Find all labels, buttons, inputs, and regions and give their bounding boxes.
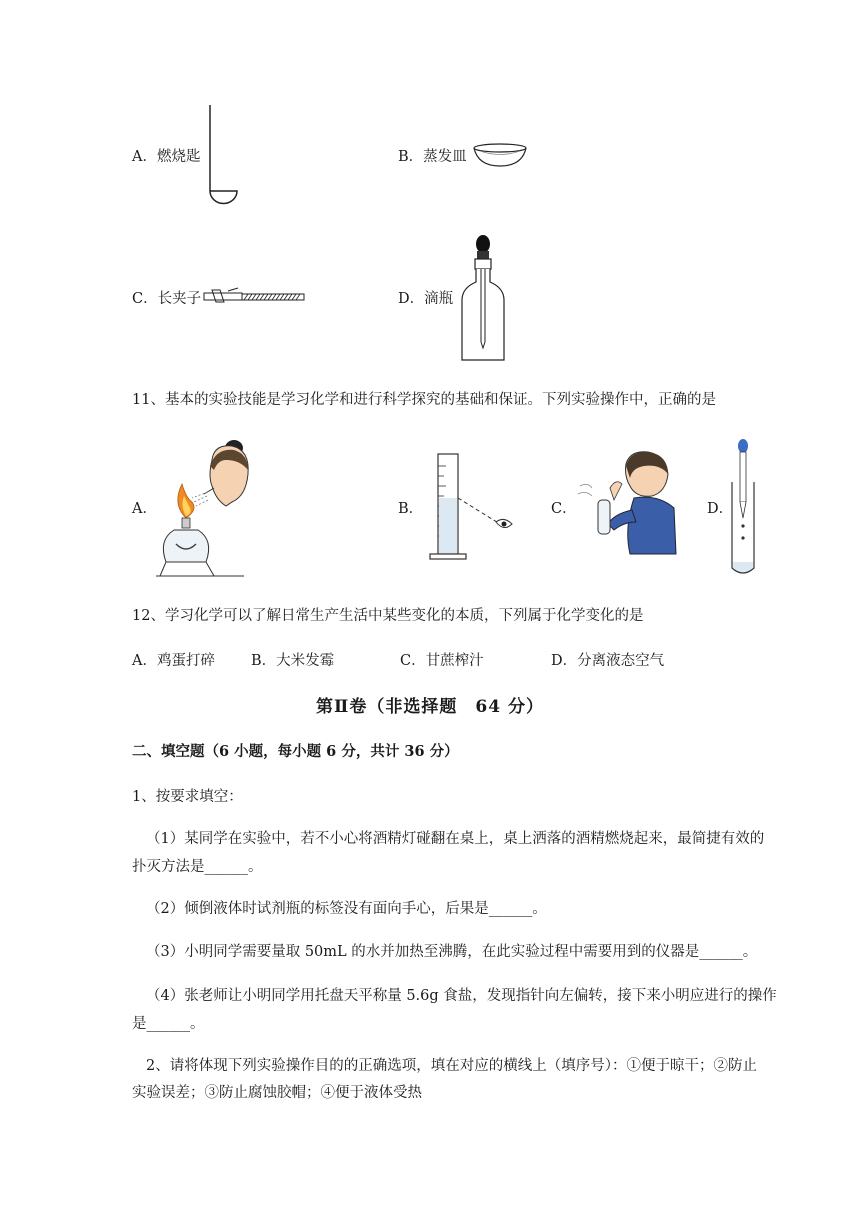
q10-option-b: B．蒸发皿 (398, 149, 467, 165)
fill1-part2: （2）倾倒液体时试剂瓶的标签没有面向手心，后果是______。 (146, 901, 547, 917)
combustion-spoon-icon (205, 105, 245, 205)
graduated-cylinder-reading-icon (430, 452, 520, 562)
q11-option-d: D． (707, 501, 734, 517)
fill2-line1: 2、请将体现下列实验操作目的的正确选项，填在对应的横线上（填序号）：①便于晾干；②防止 (146, 1058, 757, 1074)
fill1-part3: （3）小明同学需要量取 50mL 的水并加热至沸腾，在此实验过程中需要用到的仪器是______。 (146, 944, 758, 960)
q12-option-a: A．鸡蛋打碎 (132, 653, 215, 669)
part-2-title: 第Ⅱ卷（非选择题 64 分） (316, 697, 544, 717)
q12-option-b: B．大米发霉 (251, 653, 335, 669)
q10-option-d: D．滴瓶 (398, 291, 454, 307)
q12-option-d: D．分离液态空气 (551, 653, 665, 669)
q11-option-b: B． (398, 501, 424, 517)
q12-option-c: C．甘蔗榨汁 (400, 653, 484, 669)
fill1-part4-line1: （4）张老师让小明同学用托盘天平称量 5.6g 食盐，发现指针向左偏转，接下来小明应进行的操作 (146, 988, 777, 1004)
q11-option-c: C． (551, 501, 577, 517)
fill1-part4-line2: 是______。 (132, 1016, 205, 1032)
blowing-out-alcohol-lamp-icon (152, 430, 262, 580)
smelling-gas-icon (574, 448, 684, 558)
q12-stem: 12、学习化学可以了解日常生产生活中某些变化的本质，下列属于化学变化的是 (132, 608, 644, 624)
fill1-stem: 1、按要求填空： (132, 789, 243, 805)
fill1-part1-line2: 扑灭方法是______。 (132, 859, 263, 875)
dropper-bottle-icon (458, 232, 508, 362)
fill1-part1-line1: （1）某同学在实验中，若不小心将酒精灯碰翻在桌上，桌上洒落的酒精燃烧起来，最简捷有效的 (146, 831, 765, 847)
q10-option-a: A．燃烧匙 (132, 149, 201, 165)
fill2-line2: 实验误差；③防止腐蚀胶帽；④便于液体受热 (132, 1085, 422, 1101)
crucible-tongs-icon (204, 286, 306, 306)
q11-stem: 11、基本的实验技能是学习化学和进行科学探究的基础和保证。下列实验操作中，正确的是 (132, 392, 716, 408)
dropper-test-tube-icon (728, 438, 758, 578)
q10-option-c: C．长夹子 (132, 291, 202, 307)
q11-option-a: A． (132, 501, 157, 517)
section-title: 二、填空题（6 小题，每小题 6 分，共计 36 分） (132, 743, 459, 760)
evaporating-dish-icon (472, 142, 528, 170)
